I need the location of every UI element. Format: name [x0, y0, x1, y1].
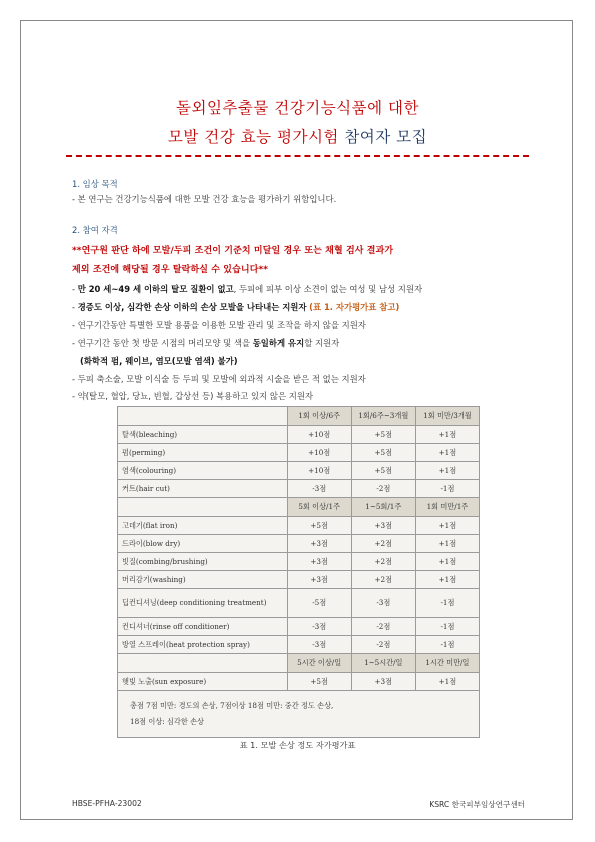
title-divider [66, 155, 529, 157]
table-score-cell: -5점 [287, 589, 351, 618]
table-row [118, 553, 480, 571]
table-score-cell: +1점 [415, 535, 479, 553]
criteria-item-no-surgery: - 두피 축소술, 모발 이식술 등 두피 및 모발에 외과적 시술을 받은 적 없는 지원자 [72, 374, 366, 384]
table-score-cell: -2점 [351, 618, 415, 636]
table-score-cell: -1점 [415, 636, 479, 654]
table-row [118, 636, 480, 654]
table-score-cell: +5점 [287, 517, 351, 535]
table-row-label: 햇빛 노출(sun exposure) [118, 673, 288, 691]
footer-document-code: HBSE-PFHA-23002 [72, 799, 142, 808]
table-score-cell: +5점 [351, 426, 415, 444]
table-score-cell: +10점 [287, 462, 351, 480]
table-score-cell: -1점 [415, 480, 479, 498]
table-row-label: 염색(colouring) [118, 462, 288, 480]
table-row-label: 커트(hair cut) [118, 480, 288, 498]
table-score-cell: +1점 [415, 426, 479, 444]
table-score-cell: +3점 [351, 517, 415, 535]
table-score-cell: +1점 [415, 571, 479, 589]
table-score-cell: +5점 [351, 462, 415, 480]
table-row [118, 462, 480, 480]
table-header-row [118, 498, 480, 517]
table-score-cell: +1점 [415, 673, 479, 691]
title-part-recruit: 모집 [390, 128, 428, 146]
table-score-cell: +3점 [351, 673, 415, 691]
table-header-row [118, 407, 480, 426]
table-row-label: 빗질(combing/brushing) [118, 553, 288, 571]
section-2-heading: 2. 참여 자격 [72, 225, 118, 235]
criteria-item-damage: - 경증도 이상, 심각한 손상 이하의 손상 모발을 나타내는 지원자 (표 1. 자가평가표 참고) [72, 302, 400, 312]
table-score-cell: +3점 [287, 535, 351, 553]
table-score-cell: -2점 [351, 636, 415, 654]
table-score-cell: +1점 [415, 517, 479, 535]
table-row [118, 571, 480, 589]
footer-organization: KSRC 한국피부임상연구센터 [429, 800, 525, 809]
table-row-label: 컨디셔너(rinse off conditioner) [118, 618, 288, 636]
table-column-header: 5회 이상/1주 [287, 498, 351, 517]
table-score-cell: +2점 [351, 571, 415, 589]
criteria-item-keep-style: - 연구기간 동안 첫 방문 시점의 머리모양 및 색을 동일하게 유지할 지원자 [72, 338, 340, 348]
criteria-item-age: - 만 20 세~49 세 이하의 탈모 질환이 없고, 두피에 피부 이상 소견이 없는 여성 및 남성 지원자 [72, 284, 423, 294]
table-score-cell: +5점 [287, 673, 351, 691]
table-header-row [118, 654, 480, 673]
table-row [118, 618, 480, 636]
table-score-cell: +10점 [287, 444, 351, 462]
table-row [118, 517, 480, 535]
table-score-cell: +2점 [351, 535, 415, 553]
table-score-cell: +1점 [415, 553, 479, 571]
table-row [118, 673, 480, 691]
table-row-label: 고데기(flat iron) [118, 517, 288, 535]
table-score-cell: -2점 [351, 480, 415, 498]
warning-line-1: **연구원 판단 하에 모발/두피 조건이 기준치 미달일 경우 또는 채혈 검사 결과가 [72, 246, 394, 256]
table-caption: 표 1. 모발 손상 정도 자가평가표 [239, 740, 356, 750]
table-score-cell: -3점 [287, 636, 351, 654]
table-row-label: 방열 스프레이(heat protection spray) [118, 636, 288, 654]
criteria-item-no-care: - 연구기간동안 특별한 모발 용품을 이용한 모발 관리 및 조작을 하지 않을 지원자 [72, 320, 366, 330]
table-score-cell: -1점 [415, 589, 479, 618]
table-header-blank [118, 407, 288, 426]
table-score-cell: +1점 [415, 444, 479, 462]
table-score-cell: +1점 [415, 462, 479, 480]
table-row-label: 딥컨디셔닝(deep conditioning treatment) [118, 589, 288, 618]
table-row-label: 펌(perming) [118, 444, 288, 462]
table-column-header: 5시간 이상/일 [287, 654, 351, 673]
table-note-row [118, 691, 480, 738]
table-score-cell: +2점 [351, 553, 415, 571]
table-row [118, 480, 480, 498]
section-1-text: - 본 연구는 건강기능식품에 대한 모발 건강 효능을 평가하기 위함입니다. [72, 194, 337, 204]
table-score-cell: +5점 [351, 444, 415, 462]
criteria-item-keep-style-note: (화학적 펌, 웨이브, 염모(모발 염색) 불가) [80, 356, 238, 366]
scoring-note-line-2: 18점 이상: 심각한 손상 [130, 717, 204, 726]
title-line-2 [0, 125, 595, 147]
table-row-label: 드라이(blow dry) [118, 535, 288, 553]
table-score-cell: +3점 [287, 571, 351, 589]
criteria-item-no-medication: - 약(탈모, 혈압, 당뇨, 빈혈, 갑상선 등) 복용하고 있지 않은 지원자 [72, 391, 314, 401]
table-header-blank [118, 498, 288, 517]
title-line-1: 돌외잎추출물 건강기능식품에 대한 [176, 99, 419, 117]
table-score-cell: -3점 [287, 480, 351, 498]
table-row [118, 444, 480, 462]
table-scoring-note [118, 691, 480, 738]
table-column-header: 1회 미만/1주 [415, 498, 479, 517]
table-column-header: 1회 이상/6주 [287, 407, 351, 426]
table-column-header: 1~5회/1주 [351, 498, 415, 517]
table-row [118, 589, 480, 618]
table-row-label: 탈색(bleaching) [118, 426, 288, 444]
title-part-a: 모발 건강 효능 평가시험 [167, 128, 345, 146]
table-column-header: 1~5시간/일 [351, 654, 415, 673]
warning-line-2: 제외 조건에 해당될 경우 탈락하실 수 있습니다** [72, 265, 269, 275]
table-score-cell: -3점 [351, 589, 415, 618]
table-column-header: 1시간 미만/일 [415, 654, 479, 673]
table-column-header: 1회 미만/3개월 [415, 407, 479, 426]
table-score-cell: -3점 [287, 618, 351, 636]
title-part-participants: 참여자 [344, 128, 391, 146]
table-score-cell: -1점 [415, 618, 479, 636]
table-row [118, 426, 480, 444]
table-row [118, 535, 480, 553]
scoring-note-line-1: 총점 7점 미만: 경도의 손상, 7점이상 18점 미만: 중간 정도 손상, [130, 701, 334, 710]
section-1-heading: 1. 임상 목적 [72, 179, 118, 189]
table-header-blank [118, 654, 288, 673]
table-row-label: 머리감기(washing) [118, 571, 288, 589]
table-score-cell: +10점 [287, 426, 351, 444]
self-assessment-table [117, 406, 480, 738]
table-column-header: 1회/6주~3개월 [351, 407, 415, 426]
table-score-cell: +3점 [287, 553, 351, 571]
